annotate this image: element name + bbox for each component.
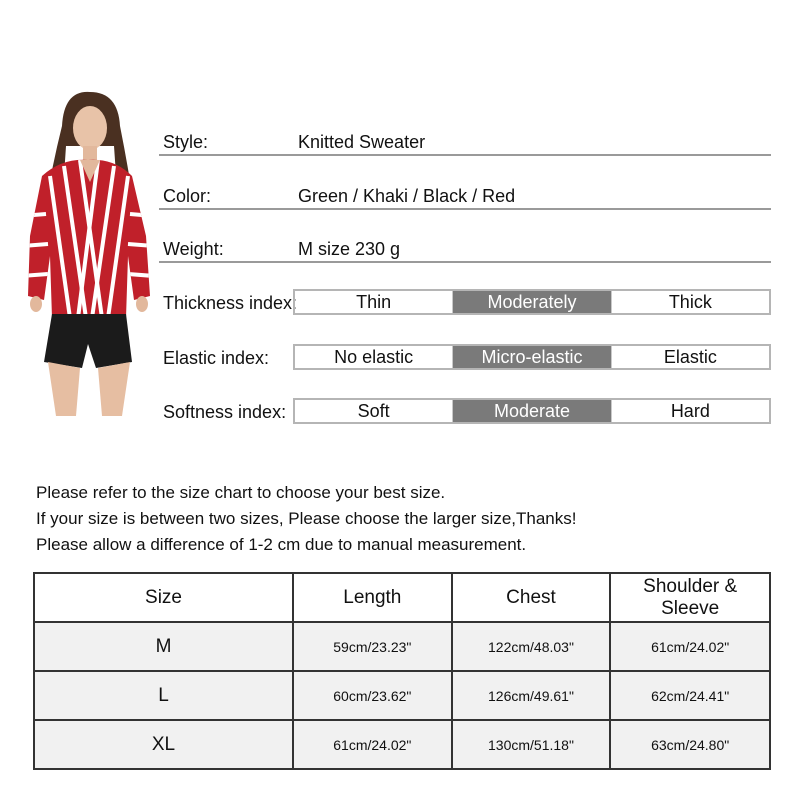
style-label: Style: — [163, 132, 209, 152]
size-chart-table — [33, 572, 771, 770]
header-shoulder-sleeve: Shoulder & Sleeve — [610, 573, 770, 622]
shoulder-sleeve-cell: 61cm/24.02" — [610, 622, 770, 671]
chest-cell: 130cm/51.18" — [452, 720, 611, 769]
thickness-index-scale — [293, 289, 771, 315]
header-size: Size — [34, 573, 293, 622]
size-cell: L — [34, 671, 293, 720]
length-cell: 61cm/24.02" — [293, 720, 452, 769]
header-length: Length — [293, 573, 452, 622]
length-cell: 59cm/23.23" — [293, 622, 452, 671]
elastic-option-no-elastic: No elastic — [295, 346, 453, 368]
length-cell: 60cm/23.62" — [293, 671, 452, 720]
size-note: If your size is between two sizes, Please choose the larger size,Thanks! — [36, 509, 577, 528]
table-row — [34, 671, 770, 720]
elastic-option-micro-elastic: Micro-elastic — [453, 346, 611, 368]
weight-label: Weight: — [163, 239, 224, 259]
size-cell: M — [34, 622, 293, 671]
thickness-option-thin: Thin — [295, 291, 453, 313]
product-photo — [22, 86, 154, 416]
weight-value: M size 230 g — [298, 239, 401, 259]
divider — [159, 208, 771, 210]
elastic-index-scale — [293, 344, 771, 370]
chest-cell: 126cm/49.61" — [452, 671, 611, 720]
divider — [159, 261, 771, 263]
softness-index-label: Softness index: — [163, 402, 287, 422]
header-chest: Chest — [452, 573, 611, 622]
size-note: Please allow a difference of 1-2 cm due to manual measurement. — [36, 535, 527, 554]
elastic-option-elastic: Elastic — [663, 347, 717, 367]
table-row — [34, 720, 770, 769]
shoulder-sleeve-cell: 63cm/24.80" — [610, 720, 770, 769]
size-note: Please refer to the size chart to choose your best size. — [36, 483, 446, 502]
size-cell: XL — [34, 720, 293, 769]
thickness-index-label: Thickness index: — [163, 293, 298, 313]
thickness-option-thick: Thick — [668, 292, 712, 312]
thickness-option-moderately: Moderately — [453, 291, 611, 313]
divider — [159, 154, 771, 156]
color-label: Color: — [163, 186, 212, 206]
softness-option-hard: Hard — [670, 401, 710, 421]
elastic-index-label: Elastic index: — [163, 348, 270, 368]
table-header-row — [34, 573, 770, 622]
chest-cell: 122cm/48.03" — [452, 622, 611, 671]
softness-option-moderate: Moderate — [453, 400, 611, 422]
softness-index-scale — [293, 398, 771, 424]
color-value: Green / Khaki / Black / Red — [298, 186, 516, 206]
shoulder-sleeve-cell: 62cm/24.41" — [610, 671, 770, 720]
style-value: Knitted Sweater — [298, 132, 426, 152]
softness-option-soft: Soft — [295, 400, 453, 422]
table-row — [34, 622, 770, 671]
